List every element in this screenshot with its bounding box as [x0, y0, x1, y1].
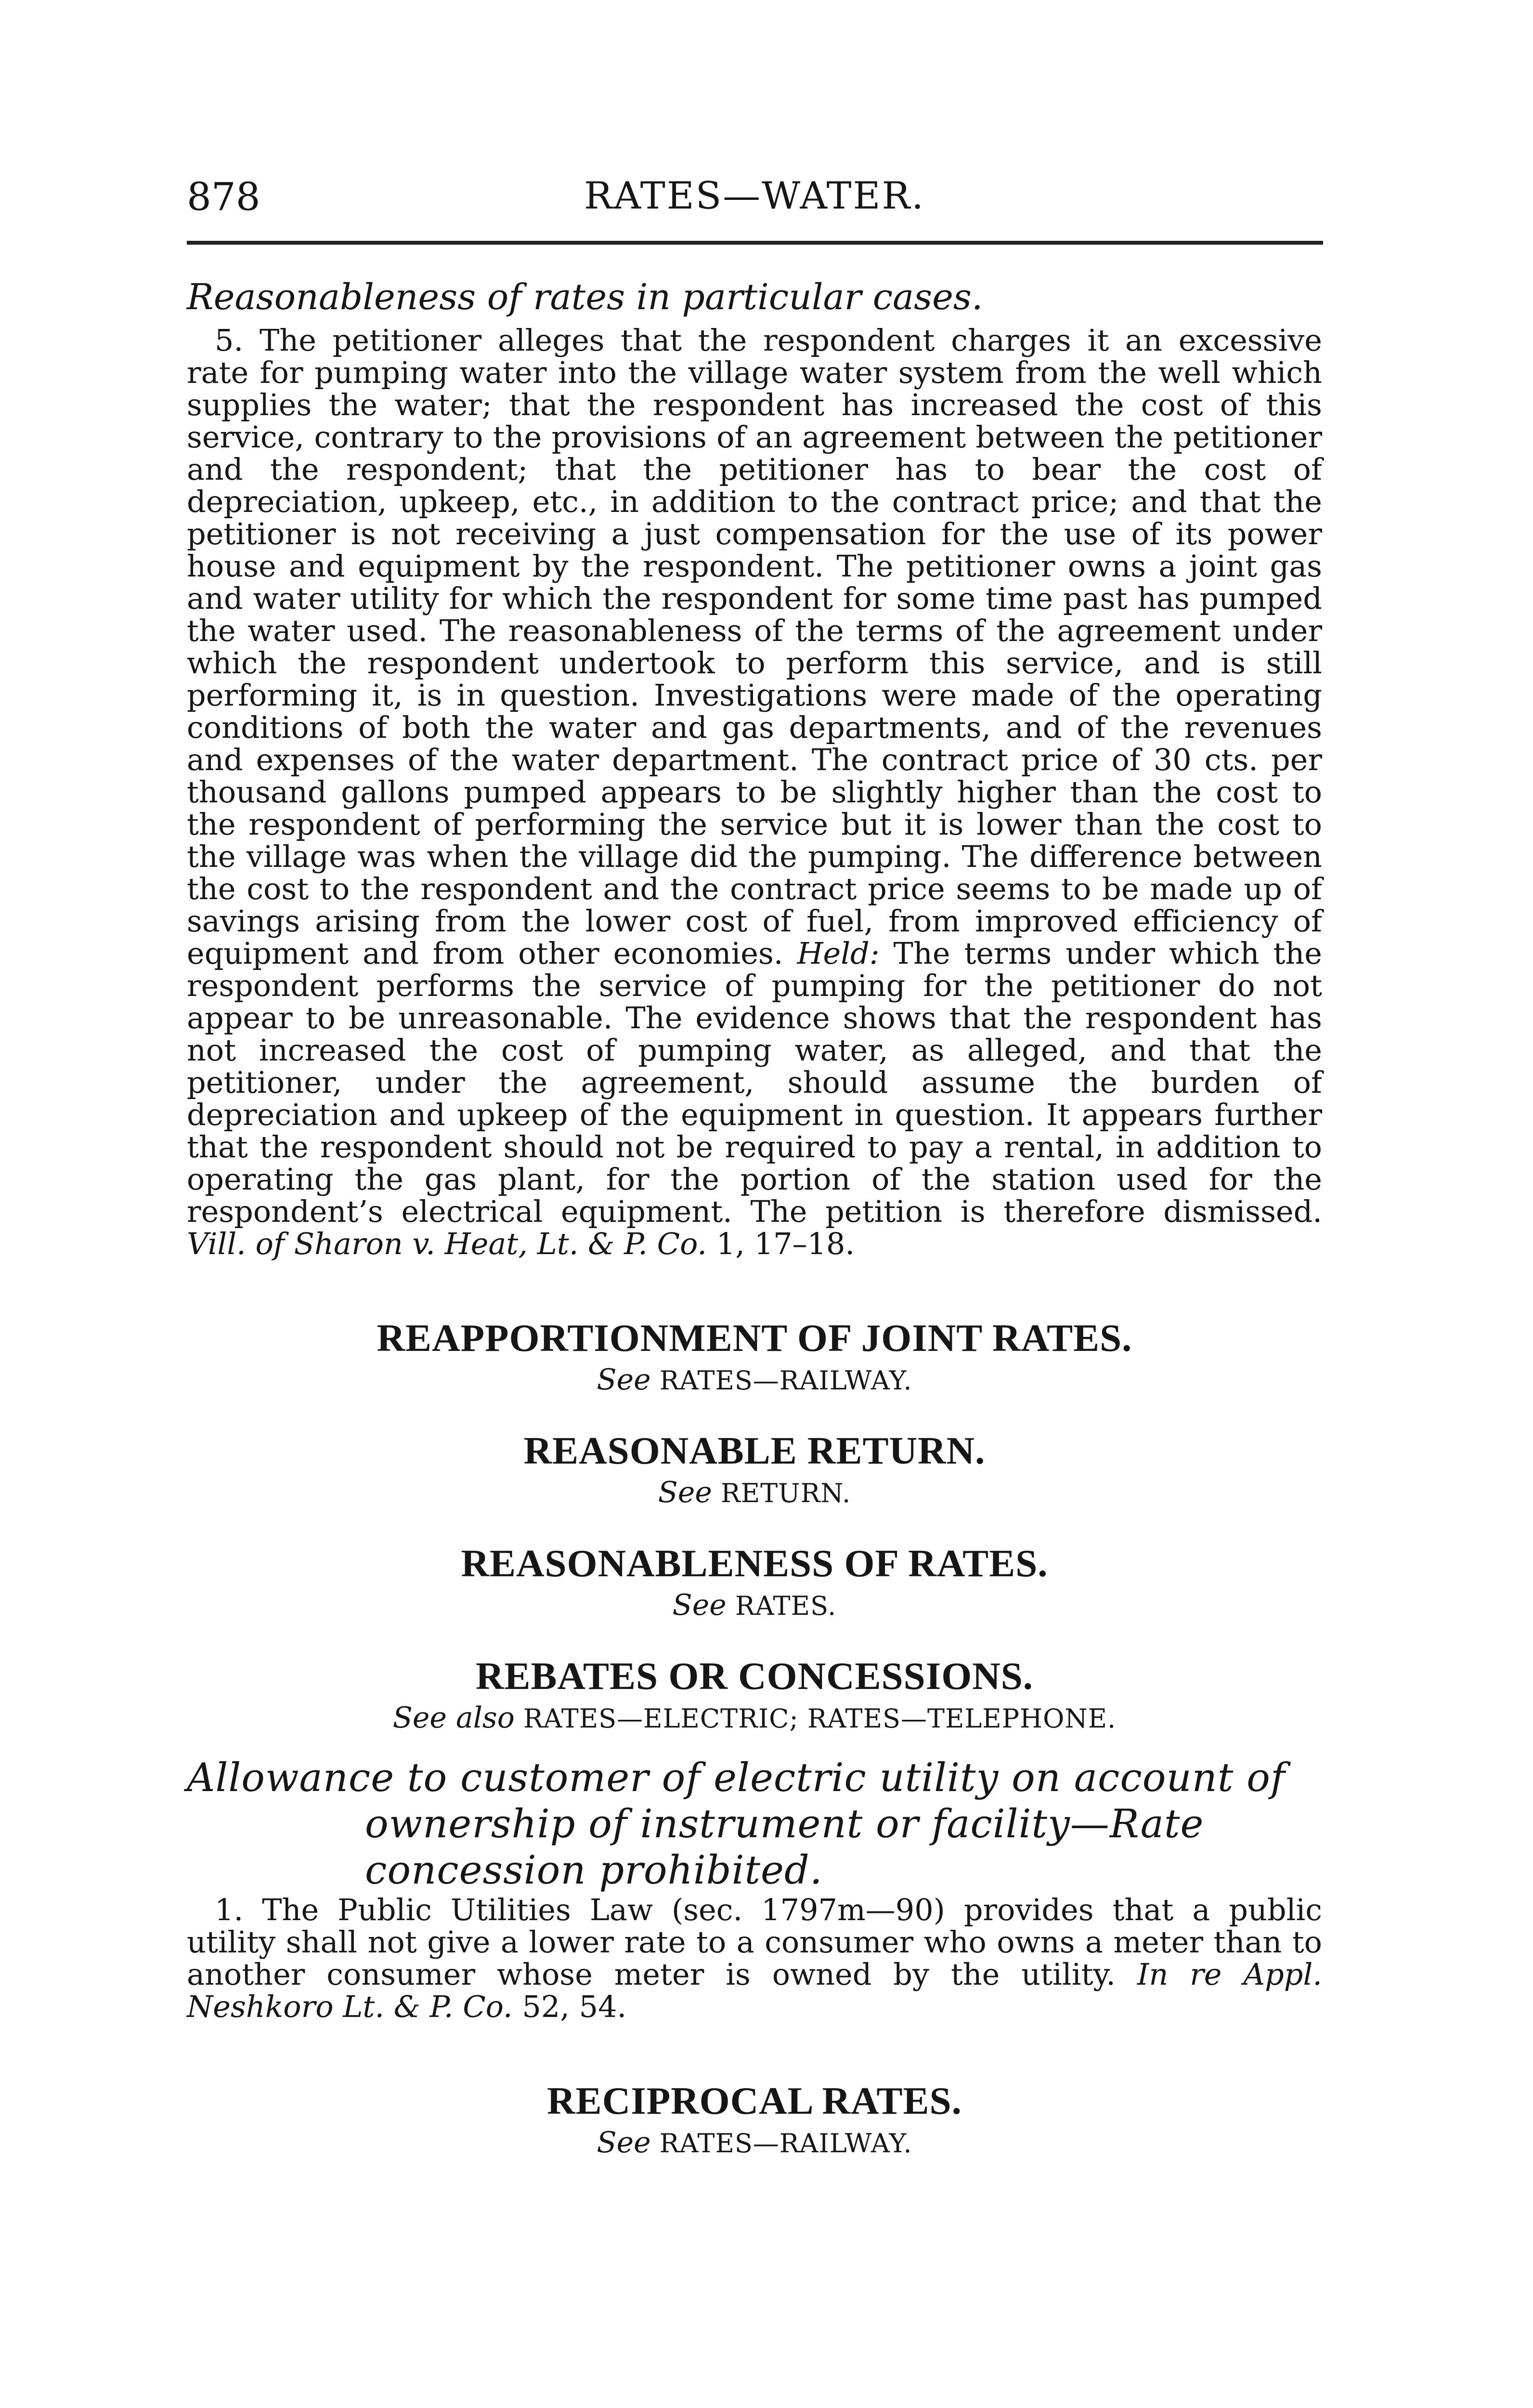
section-heading-reasonableness-of-rates: REASONABLENESS OF RATES.: [461, 1542, 1048, 1585]
see-label: See: [672, 1588, 727, 1622]
see-reference-reapportionment: [187, 1363, 1322, 1398]
held-text: The terms under which the respondent performs the service of pumping for the petitioner do not appear to be unreasonable. The evidence shows that the respondent has not increased the cost of pumping water, as alleged, and that the petitioner, under the agreement, should assume the burden of depreciation and upkeep of the equipment in question. It appears further that the respondent should not be required to pay a rental, in addition to operating the gas plant, for the portion of the station used for the respondent’s electrical equipment. The petition is therefore dismissed.: [187, 936, 1322, 1229]
case-citation-ref: 1, 17–18.: [716, 1226, 855, 1261]
see-reference-reasonableness-of-rates: [187, 1588, 1322, 1623]
see-target: RATES.: [735, 1591, 837, 1621]
see-target: RATES—RAILWAY.: [659, 2128, 912, 2159]
section-heading-rebates: REBATES OR CONCESSIONS.: [475, 1654, 1034, 1698]
rebates-citation-ref: 52, 54.: [522, 1989, 627, 2024]
see-reference-reasonable-return: [187, 1476, 1322, 1510]
header-rule: [187, 241, 1323, 245]
section-heading-reciprocal-rates: RECIPROCAL RATES.: [547, 2079, 962, 2122]
see-reference-reciprocal-rates: [187, 2126, 1322, 2160]
running-head: RATES—WATER.: [584, 174, 925, 218]
rebates-paragraph-text: 1. The Public Utilities Law (sec. 1797m—90) provides that a public utility shall not give a lower rate to a consumer who owns a meter than to another consumer whose meter is owned by the utility.: [187, 1892, 1322, 1992]
see-reference-rebates: [187, 1701, 1322, 1736]
page-number: 878: [187, 174, 260, 219]
see-label: See: [597, 2126, 651, 2159]
see-target: RATES—RAILWAY.: [659, 1365, 912, 1396]
case-subhead: Reasonableness of rates in particular cases.: [187, 276, 983, 318]
rebates-citation: In re Appl. Neshkoro Lt. & P. Co.: [187, 1957, 1323, 2024]
see-target: RETURN.: [721, 1478, 851, 1508]
section-heading-reasonable-return: REASONABLE RETURN.: [523, 1429, 986, 1472]
see-target: RATES—ELECTRIC; RATES—TELEPHONE.: [523, 1703, 1117, 1734]
case-citation: Vill. of Sharon v. Heat, Lt. & P. Co.: [187, 1226, 707, 1261]
see-label: See: [658, 1476, 712, 1509]
page-content: [187, 277, 1322, 2160]
rebates-subhead: Allowance to customer of electric utility on account of ownership of instrument or facility—Rate concession prohibited.: [187, 1755, 1286, 1893]
see-label: See: [597, 1363, 651, 1397]
page-header: [187, 174, 1322, 218]
rebates-paragraph: [187, 1894, 1322, 2023]
case-paragraph-text: 5. The petitioner alleges that the respondent charges it an excessive rate for pumping water into the village water system from the well which supplies the water; that the respondent has increased the cost of this service, contrary to the provisions of an agreement between the petitioner and the respondent; that the petitioner has to bear the cost of depreciation, upkeep, etc., in addition to the contract price; and that the petitioner is not receiving a just compensation for the use of its power house and equipment by the respondent. The petitioner owns a joint gas and water utility for which the respondent for some time past has pumped the water used. The reasonableness of the terms of the agreement under which the respondent undertook to perform this service, and is still performing it, is in question. Investigations were made of the operating conditions of both the water and gas departments, and of the revenues and expenses of the water department. The contract price of 30 cts. per thousand gallons pumped appears to be slightly higher than the cost to the respondent of performing the service but it is lower than the cost to the village was when the village did the pumping. The difference between the cost to the respondent and the contract price seems to be made up of savings arising from the lower cost of fuel, from improved efficiency of equipment and from other economies.: [187, 323, 1322, 971]
see-label: See also: [392, 1701, 515, 1735]
section-heading-reapportionment: REAPPORTIONMENT OF JOINT RATES.: [377, 1316, 1132, 1360]
case-paragraph: [187, 324, 1322, 1260]
held-label: Held:: [797, 936, 880, 971]
